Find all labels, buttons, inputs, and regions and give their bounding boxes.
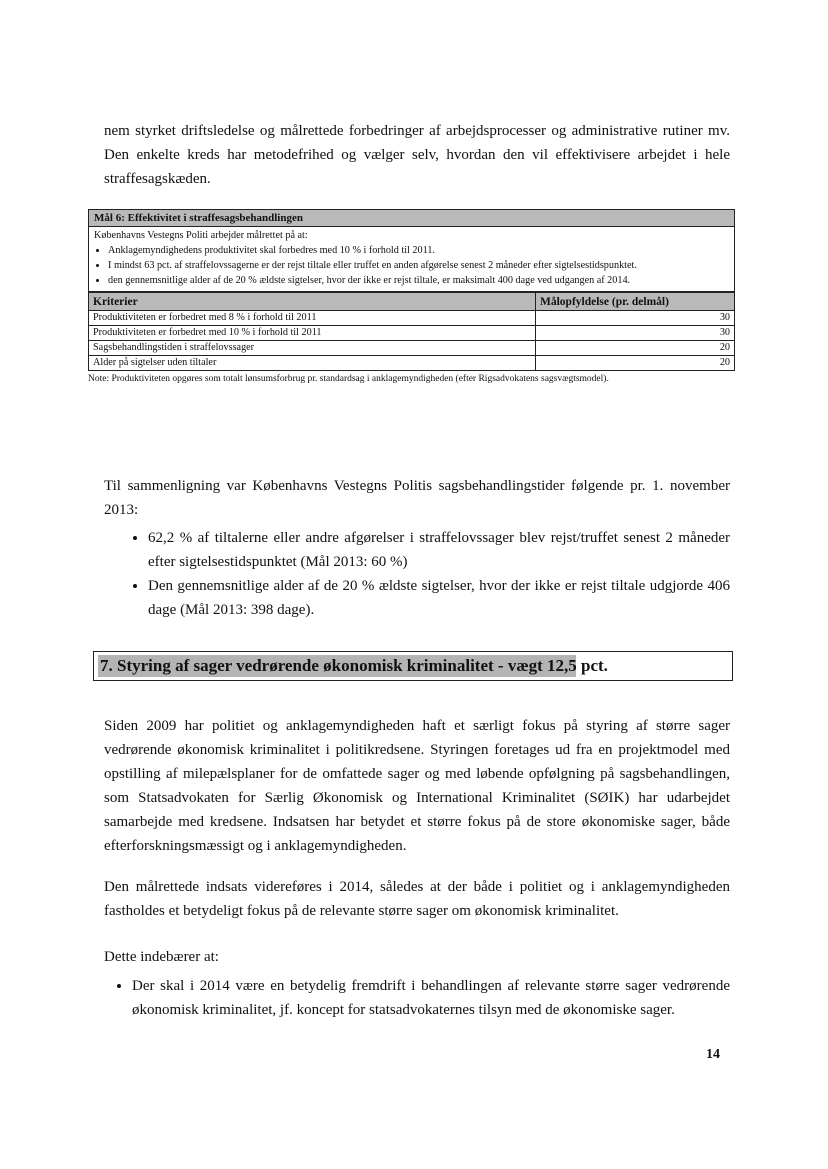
score-cell: 30 [536, 326, 735, 341]
list-item: • Den gennemsnitlige alder af de 20 % ældste sigtelser, hvor der ikke er rejst tiltale udgjorde 406 dage (Mål 2013: 398 dage). [148, 574, 730, 622]
goal-item: • Anklagemyndighedens produktivitet skal forbedres med 10 % i forhold til 2011. [108, 244, 729, 258]
criteria-header: Kriterier [89, 293, 536, 311]
goal-box-body [88, 227, 735, 292]
criteria-cell: Produktiviteten er forbedret med 8 % i forhold til 2011 [89, 311, 536, 326]
list-item: • 62,2 % af tiltalerne eller andre afgørelser i straffelovssager blev rejst/truffet senest 2 måneder efter sigtelsestidspunktet (Mål 2013: 60 %) [148, 526, 730, 574]
table-note: Note: Produktiviteten opgøres som totalt lønsumsforbrug pr. standardsag i anklagemyndigheden (efter Rigsadvokatens sagsvægtsmodel). [88, 374, 609, 384]
section-heading-text: 7. Styring af sager vedrørende økonomisk kriminalitet - vægt 12,5 pct. [100, 656, 608, 675]
comparison-list [104, 526, 730, 622]
score-cell: 30 [536, 311, 735, 326]
body-paragraph-2 [104, 875, 730, 923]
body-text-2: Den målrettede indsats videreføres i 2014, således at der både i politiet og i anklagemyndigheden fastholdes et betydeligt fokus på de relevante større sager om økonomisk kriminalitet. [104, 879, 730, 919]
goal-box [88, 209, 735, 385]
criteria-header-row [89, 293, 735, 311]
intro-paragraph [104, 119, 730, 191]
comparison-text: Til sammenligning var Københavns Vestegns Politis sagsbehandlingstider følgende pr. 1. november 2013: [104, 478, 730, 518]
criteria-cell: Sagsbehandlingstiden i straffelovssager [89, 341, 536, 356]
goal-item: • I mindst 63 pct. af straffelovssagerne er der rejst tiltale eller truffet en anden afgørelse senest 2 måneder efter sigtelsestidspunktet. [108, 259, 729, 273]
section-heading [93, 651, 733, 681]
criteria-cell: Produktiviteten er forbedret med 10 % i forhold til 2011 [89, 326, 536, 341]
table-row [89, 311, 735, 326]
score-header: Målopfyldelse (pr. delmål) [536, 293, 735, 311]
score-cell: 20 [536, 341, 735, 356]
list-item: • Der skal i 2014 være en betydelig fremdrift i behandlingen af relevante større sager vedrørende økonomisk kriminalitet, jf. koncept for statsadvokaternes tilsyn med de økonomiske sager. [132, 974, 730, 1022]
score-cell: 20 [536, 356, 735, 371]
comparison-paragraph [104, 474, 730, 622]
table-row [89, 356, 735, 371]
body-paragraph-3 [104, 945, 730, 1022]
goal-item: • den gennemsnitlige alder af de 20 % ældste sigtelser, hvor der ikke er rejst tiltale, er maksimalt 400 dage ved udgangen af 2014. [108, 274, 729, 288]
intro-text: nem styrket driftsledelse og målrettede forbedringer af arbejdsprocesser og administrative rutiner mv. Den enkelte kreds har metodefrihed og vælger selv, hvordan den vil effektivisere arbejdet i hele straffesagskæden. [104, 123, 730, 187]
criteria-cell: Alder på sigtelser uden tiltaler [89, 356, 536, 371]
body-list [104, 974, 730, 1022]
criteria-table [88, 292, 735, 371]
body-text-3: Dette indebærer at: [104, 949, 219, 965]
goal-box-lead: Københavns Vestegns Politi arbejder målrettet på at: [94, 230, 308, 241]
body-paragraph-1 [104, 714, 730, 858]
table-row [89, 326, 735, 341]
table-row [89, 341, 735, 356]
body-text-1: Siden 2009 har politiet og anklagemyndigheden haft et særligt fokus på styring af større sager vedrørende økonomisk kriminalitet i politikredsene. Styringen foretages ud fra en projektmodel med opstilling af milepælsplaner for de omfattede sager og med løbende opfølgning på sagsbehandlingen, som Statsadvokaten for Særlig Økonomisk og International Kriminalitet (SØIK) har udarbejdet samarbejde med kredsene. Indsatsen har betydet et større fokus på de store økonomiske sager, både efterforskningsmæssigt og i anklagemyndigheden. [104, 718, 730, 854]
goal-box-list [94, 244, 729, 288]
page-number: 14 [706, 1047, 720, 1062]
goal-box-title: Mål 6: Effektivitet i straffesagsbehandlingen [88, 209, 735, 227]
